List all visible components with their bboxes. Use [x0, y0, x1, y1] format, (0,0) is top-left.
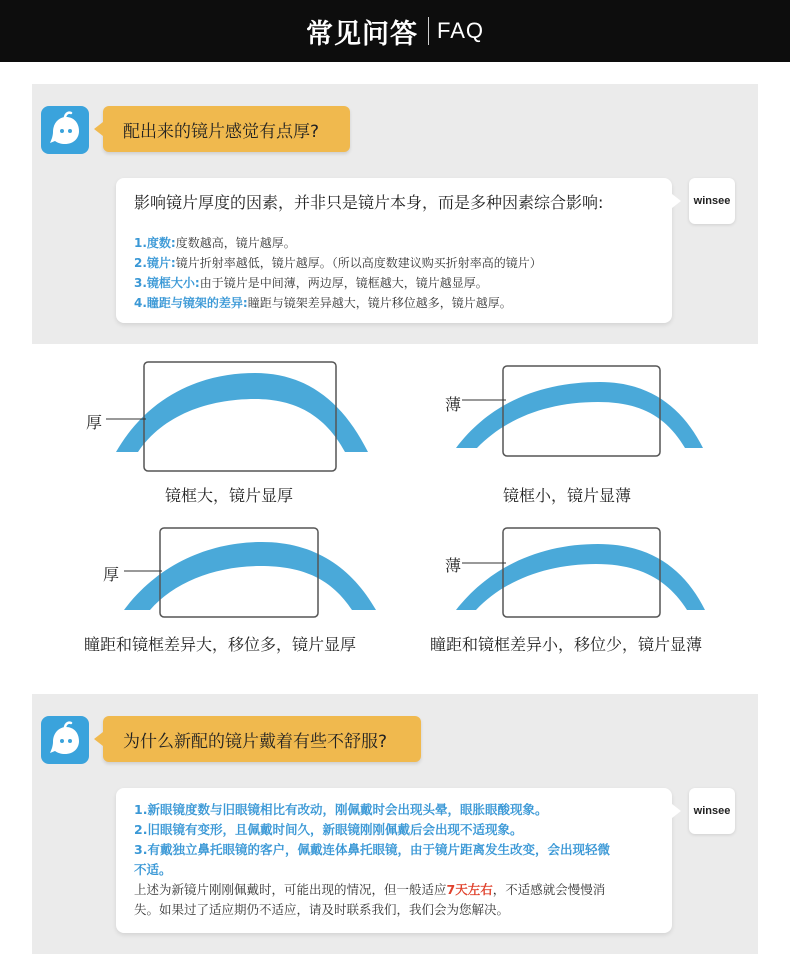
diagram-caption-3: 瞳距和镜框差异大，移位多，镜片显厚 — [84, 635, 357, 654]
answer-note-highlight: 7天左右 — [446, 882, 493, 897]
chat-avatar-icon — [41, 106, 89, 154]
answer-item: 1.新眼镜度数与旧眼镜相比有改动，刚佩戴时会出现头晕，眼胀眼酸现象。 — [134, 802, 548, 817]
answer-item — [134, 234, 296, 251]
answer-item — [134, 294, 512, 311]
chat-avatar-icon — [41, 716, 89, 764]
answer-item-key: 2.镜片: — [134, 256, 176, 270]
lens-diagram-large-frame — [80, 355, 380, 480]
answer-heading-1: 影响镜片厚度的因素，并非只是镜片本身，而是多种因素综合影响: — [134, 193, 604, 212]
diagram-caption-4: 瞳距和镜框差异小，移位少，镜片显薄 — [430, 635, 703, 654]
header-divider — [428, 17, 429, 45]
answer-note — [134, 880, 605, 898]
answer-item: 3.有戴独立鼻托眼镜的客户，佩戴连体鼻托眼镜，由于镜片距离发生改变，会出现轻微 — [134, 842, 610, 857]
answer-item — [134, 274, 488, 291]
answer-item-text: 瞳距与镜架差异越大，镜片移位越多，镜片越厚。 — [247, 296, 512, 310]
answer-item-key: 3.镜框大小: — [134, 276, 200, 290]
answer-item-text: 由于镜片是中间薄，两边厚，镜框越大，镜片越显厚。 — [199, 276, 488, 290]
brand-logo-text: winsee — [693, 805, 731, 817]
lens-label-thick: 厚 — [103, 565, 120, 584]
lens-diagram-small-frame — [440, 360, 720, 470]
answer-item-key: 4.瞳距与镜架的差异: — [134, 296, 248, 310]
answer-note-continued: 失。如果过了适应期仍不适应，请及时联系我们，我们会为您解决。 — [134, 902, 510, 917]
header-title-en: FAQ — [436, 18, 484, 43]
answer-note-text: 上述为新镜片刚刚佩戴时，可能出现的情况，但一般适应 — [134, 882, 447, 897]
diagram-caption-1: 镜框大，镜片显厚 — [165, 486, 294, 505]
lens-label-thin: 薄 — [445, 395, 462, 414]
answer-bubble-2 — [116, 788, 672, 933]
header-title-zh: 常见问答 — [305, 18, 418, 50]
answer-item: 不适。 — [134, 862, 172, 877]
question-text-2: 为什么新配的镜片戴着有些不舒服? — [123, 731, 388, 752]
brand-logo — [689, 178, 735, 224]
answer-note-text: ，不适感就会慢慢消 — [492, 882, 606, 897]
answer-bubble-1 — [116, 178, 672, 323]
answer-item: 2.旧眼镜有变形，且佩戴时间久，新眼镜刚刚佩戴后会出现不适现象。 — [134, 822, 523, 837]
answer-item-key: 1.度数: — [134, 236, 176, 250]
answer-item-text: 镜片折射率越低，镜片越厚。（所以高度数建议购买折射率高的镜片） — [175, 256, 542, 270]
question-text-1: 配出来的镜片感觉有点厚? — [123, 121, 320, 142]
question-bubble-1 — [103, 106, 350, 152]
lens-label-thin: 薄 — [445, 556, 462, 575]
page-header — [0, 0, 790, 62]
brand-logo-text: winsee — [693, 195, 731, 207]
faq-panel-1 — [32, 84, 758, 344]
faq-panel-2 — [32, 694, 758, 954]
answer-item — [134, 254, 542, 271]
question-bubble-2 — [103, 716, 421, 762]
lens-diagram-small-pd-difference — [440, 520, 720, 625]
diagram-caption-2: 镜框小，镜片显薄 — [503, 486, 632, 505]
answer-item-text: 度数越高，镜片越厚。 — [175, 236, 296, 250]
lens-diagram-large-pd-difference — [100, 520, 390, 625]
brand-logo — [689, 788, 735, 834]
lens-label-thick: 厚 — [86, 413, 103, 432]
